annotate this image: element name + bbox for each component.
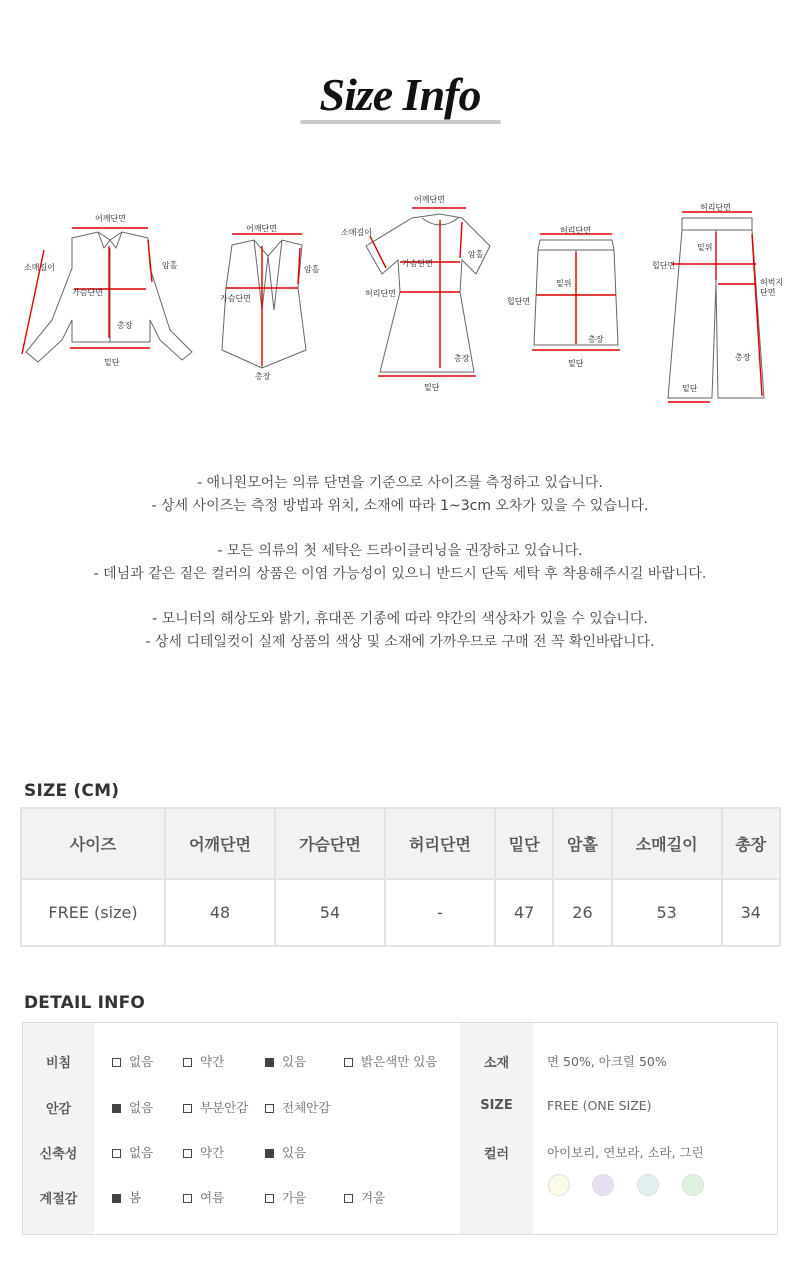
size-header-cell: 허리단면 (385, 808, 495, 879)
checkbox-icon (183, 1058, 192, 1067)
option-checkbox[interactable] (344, 1052, 437, 1070)
skirt-waist-label: 허리단면 (560, 226, 591, 235)
pants-hip-label: 힙단면 (652, 261, 676, 270)
jacket-armhole-label: 암홀 (162, 261, 178, 270)
detail-row-label: 계절감 (39, 1192, 78, 1207)
note-line: - 모든 의류의 첫 세탁은 드라이클리닝을 권장하고 있습니다. (217, 543, 583, 559)
material-value: 면 50%, 아크릴 50% (547, 1054, 667, 1069)
jacket-length-label: 총장 (117, 321, 133, 330)
checkbox-icon (265, 1194, 274, 1203)
color-swatch-ivory[interactable] (548, 1174, 570, 1196)
option-label: 약간 (200, 1145, 225, 1160)
size-cell: 34 (722, 879, 780, 946)
pants-length-label: 총장 (735, 353, 751, 362)
size-header-cell: 총장 (722, 808, 780, 879)
detail-info-title: DETAIL INFO (24, 993, 146, 1013)
option-checkbox[interactable] (183, 1188, 224, 1206)
option-checkbox[interactable] (112, 1098, 153, 1116)
size-cell: 48 (165, 879, 275, 946)
dress-sleeve-label: 소매길이 (341, 228, 372, 237)
checkbox-icon (344, 1058, 353, 1067)
checkbox-icon (344, 1194, 353, 1203)
size-cell: 54 (275, 879, 385, 946)
note-line: - 상세 사이즈는 측정 방법과 위치, 소재에 따라 1~3cm 오차가 있을 수 있습니다. (151, 498, 649, 514)
option-checkbox[interactable] (183, 1143, 224, 1161)
skirt-length-label: 총장 (588, 335, 604, 344)
dress-shoulder-label: 어깨단면 (414, 195, 445, 204)
option-checkbox[interactable] (344, 1188, 385, 1206)
option-label: 있음 (282, 1145, 307, 1160)
dress-hem-label: 밑단 (424, 383, 440, 392)
option-label: 가을 (282, 1190, 307, 1205)
care-notes (0, 472, 800, 654)
option-label: 없음 (129, 1054, 154, 1069)
option-checkbox[interactable] (183, 1052, 224, 1070)
option-checkbox[interactable] (265, 1143, 306, 1161)
size-header-cell: 어깨단면 (165, 808, 275, 879)
detail-row-label: 안감 (45, 1102, 72, 1117)
size-cell: - (385, 879, 495, 946)
option-label: 있음 (282, 1054, 307, 1069)
garment-diagrams-svg (0, 190, 800, 420)
option-label: 전체안감 (282, 1100, 331, 1115)
pants-thigh-label-1: 허벅지 (760, 278, 784, 287)
skirt-hip-label: 힙단면 (507, 297, 531, 306)
option-checkbox[interactable] (183, 1098, 248, 1116)
option-checkbox[interactable] (112, 1143, 153, 1161)
option-label: 밝은색만 있음 (361, 1054, 438, 1069)
vest-length-label: 총장 (255, 372, 271, 381)
note-line: - 애니원모어는 의류 단면을 기준으로 사이즈를 측정하고 있습니다. (197, 475, 603, 491)
checkbox-checked-icon (112, 1194, 121, 1203)
size-cell: 47 (495, 879, 553, 946)
size-table-header-row (21, 808, 780, 879)
option-label: 겨울 (361, 1190, 386, 1205)
checkbox-icon (112, 1058, 121, 1067)
vest-shoulder-label: 어깨단면 (246, 224, 277, 233)
vest-armhole-label: 암홀 (304, 265, 320, 274)
size-table-title: SIZE (CM) (24, 781, 120, 801)
table-row (21, 879, 780, 946)
size-cell: 26 (553, 879, 611, 946)
jacket-chest-label: 가슴단면 (72, 288, 103, 297)
color-swatch-green[interactable] (682, 1174, 704, 1196)
size-value: FREE (ONE SIZE) (547, 1098, 652, 1113)
option-label: 여름 (200, 1190, 225, 1205)
size-diagrams (0, 190, 800, 420)
option-label: 없음 (129, 1100, 154, 1115)
pants-hem-label: 밑단 (682, 384, 698, 393)
color-label: 컬러 (483, 1147, 510, 1162)
size-header-cell: 밑단 (495, 808, 553, 879)
pants-thigh-label-2: 단면 (760, 288, 776, 297)
material-label: 소재 (483, 1056, 510, 1071)
checkbox-checked-icon (112, 1104, 121, 1113)
title-underline (300, 120, 501, 124)
jacket-sleeve-label: 소매길이 (24, 263, 55, 272)
note-line: - 상세 디테일컷이 실제 상품의 색상 및 소재에 가까우므로 구매 전 꼭 확인바랍니다. (145, 634, 655, 650)
detail-info-box (22, 1022, 778, 1235)
option-checkbox[interactable] (265, 1188, 306, 1206)
dress-armhole-label: 암홀 (468, 250, 484, 259)
vest-chest-label: 가슴단면 (220, 294, 251, 303)
checkbox-icon (183, 1104, 192, 1113)
checkbox-checked-icon (265, 1058, 274, 1067)
option-checkbox[interactable] (265, 1052, 306, 1070)
pants-waist-label: 허리단면 (700, 203, 731, 212)
checkbox-checked-icon (265, 1149, 274, 1158)
size-table (20, 807, 781, 947)
note-line: - 데님과 같은 짙은 컬러의 상품은 이염 가능성이 있으니 반드시 단독 세탁 후 착용해주시길 바랍니다. (93, 566, 707, 582)
size-header-cell: 암홀 (553, 808, 611, 879)
jacket-hem-label: 밑단 (104, 358, 120, 367)
size-header-cell: 사이즈 (21, 808, 165, 879)
option-label: 봄 (129, 1190, 142, 1205)
checkbox-icon (183, 1149, 192, 1158)
jacket-shoulder-label: 어깨단면 (95, 214, 126, 223)
pants-rise-label: 밑위 (697, 243, 713, 252)
dress-length-label: 총장 (454, 354, 470, 363)
option-label: 없음 (129, 1145, 154, 1160)
option-checkbox[interactable] (112, 1188, 141, 1206)
color-value: 아이보리, 연보라, 소라, 그린 (547, 1145, 704, 1160)
note-line: - 모니터의 해상도와 밝기, 휴대폰 기종에 따라 약간의 색상차가 있을 수 있습니다. (152, 611, 648, 627)
page-title: Size Info (319, 69, 481, 120)
checkbox-icon (183, 1194, 192, 1203)
vest-diagram (222, 240, 306, 368)
option-checkbox[interactable] (112, 1052, 153, 1070)
size-header-cell: 가슴단면 (275, 808, 385, 879)
size-label: SIZE (480, 1098, 513, 1113)
size-cell: 53 (612, 879, 722, 946)
option-checkbox[interactable] (265, 1098, 330, 1116)
detail-row-label: 신축성 (39, 1147, 78, 1162)
option-label: 부분안감 (200, 1100, 249, 1115)
checkbox-icon (265, 1104, 274, 1113)
skirt-rise-label: 밑위 (556, 279, 572, 288)
detail-row-label: 비침 (45, 1056, 72, 1071)
color-swatch-skyblue[interactable] (637, 1174, 659, 1196)
size-header-cell: 소매길이 (612, 808, 722, 879)
dress-chest-label: 가슴단면 (402, 259, 433, 268)
dress-waist-label: 허리단면 (365, 289, 396, 298)
color-swatch-lavender[interactable] (592, 1174, 614, 1196)
size-cell: FREE (size) (21, 879, 165, 946)
skirt-hem-label: 밑단 (568, 359, 584, 368)
option-label: 약간 (200, 1054, 225, 1069)
checkbox-icon (112, 1149, 121, 1158)
